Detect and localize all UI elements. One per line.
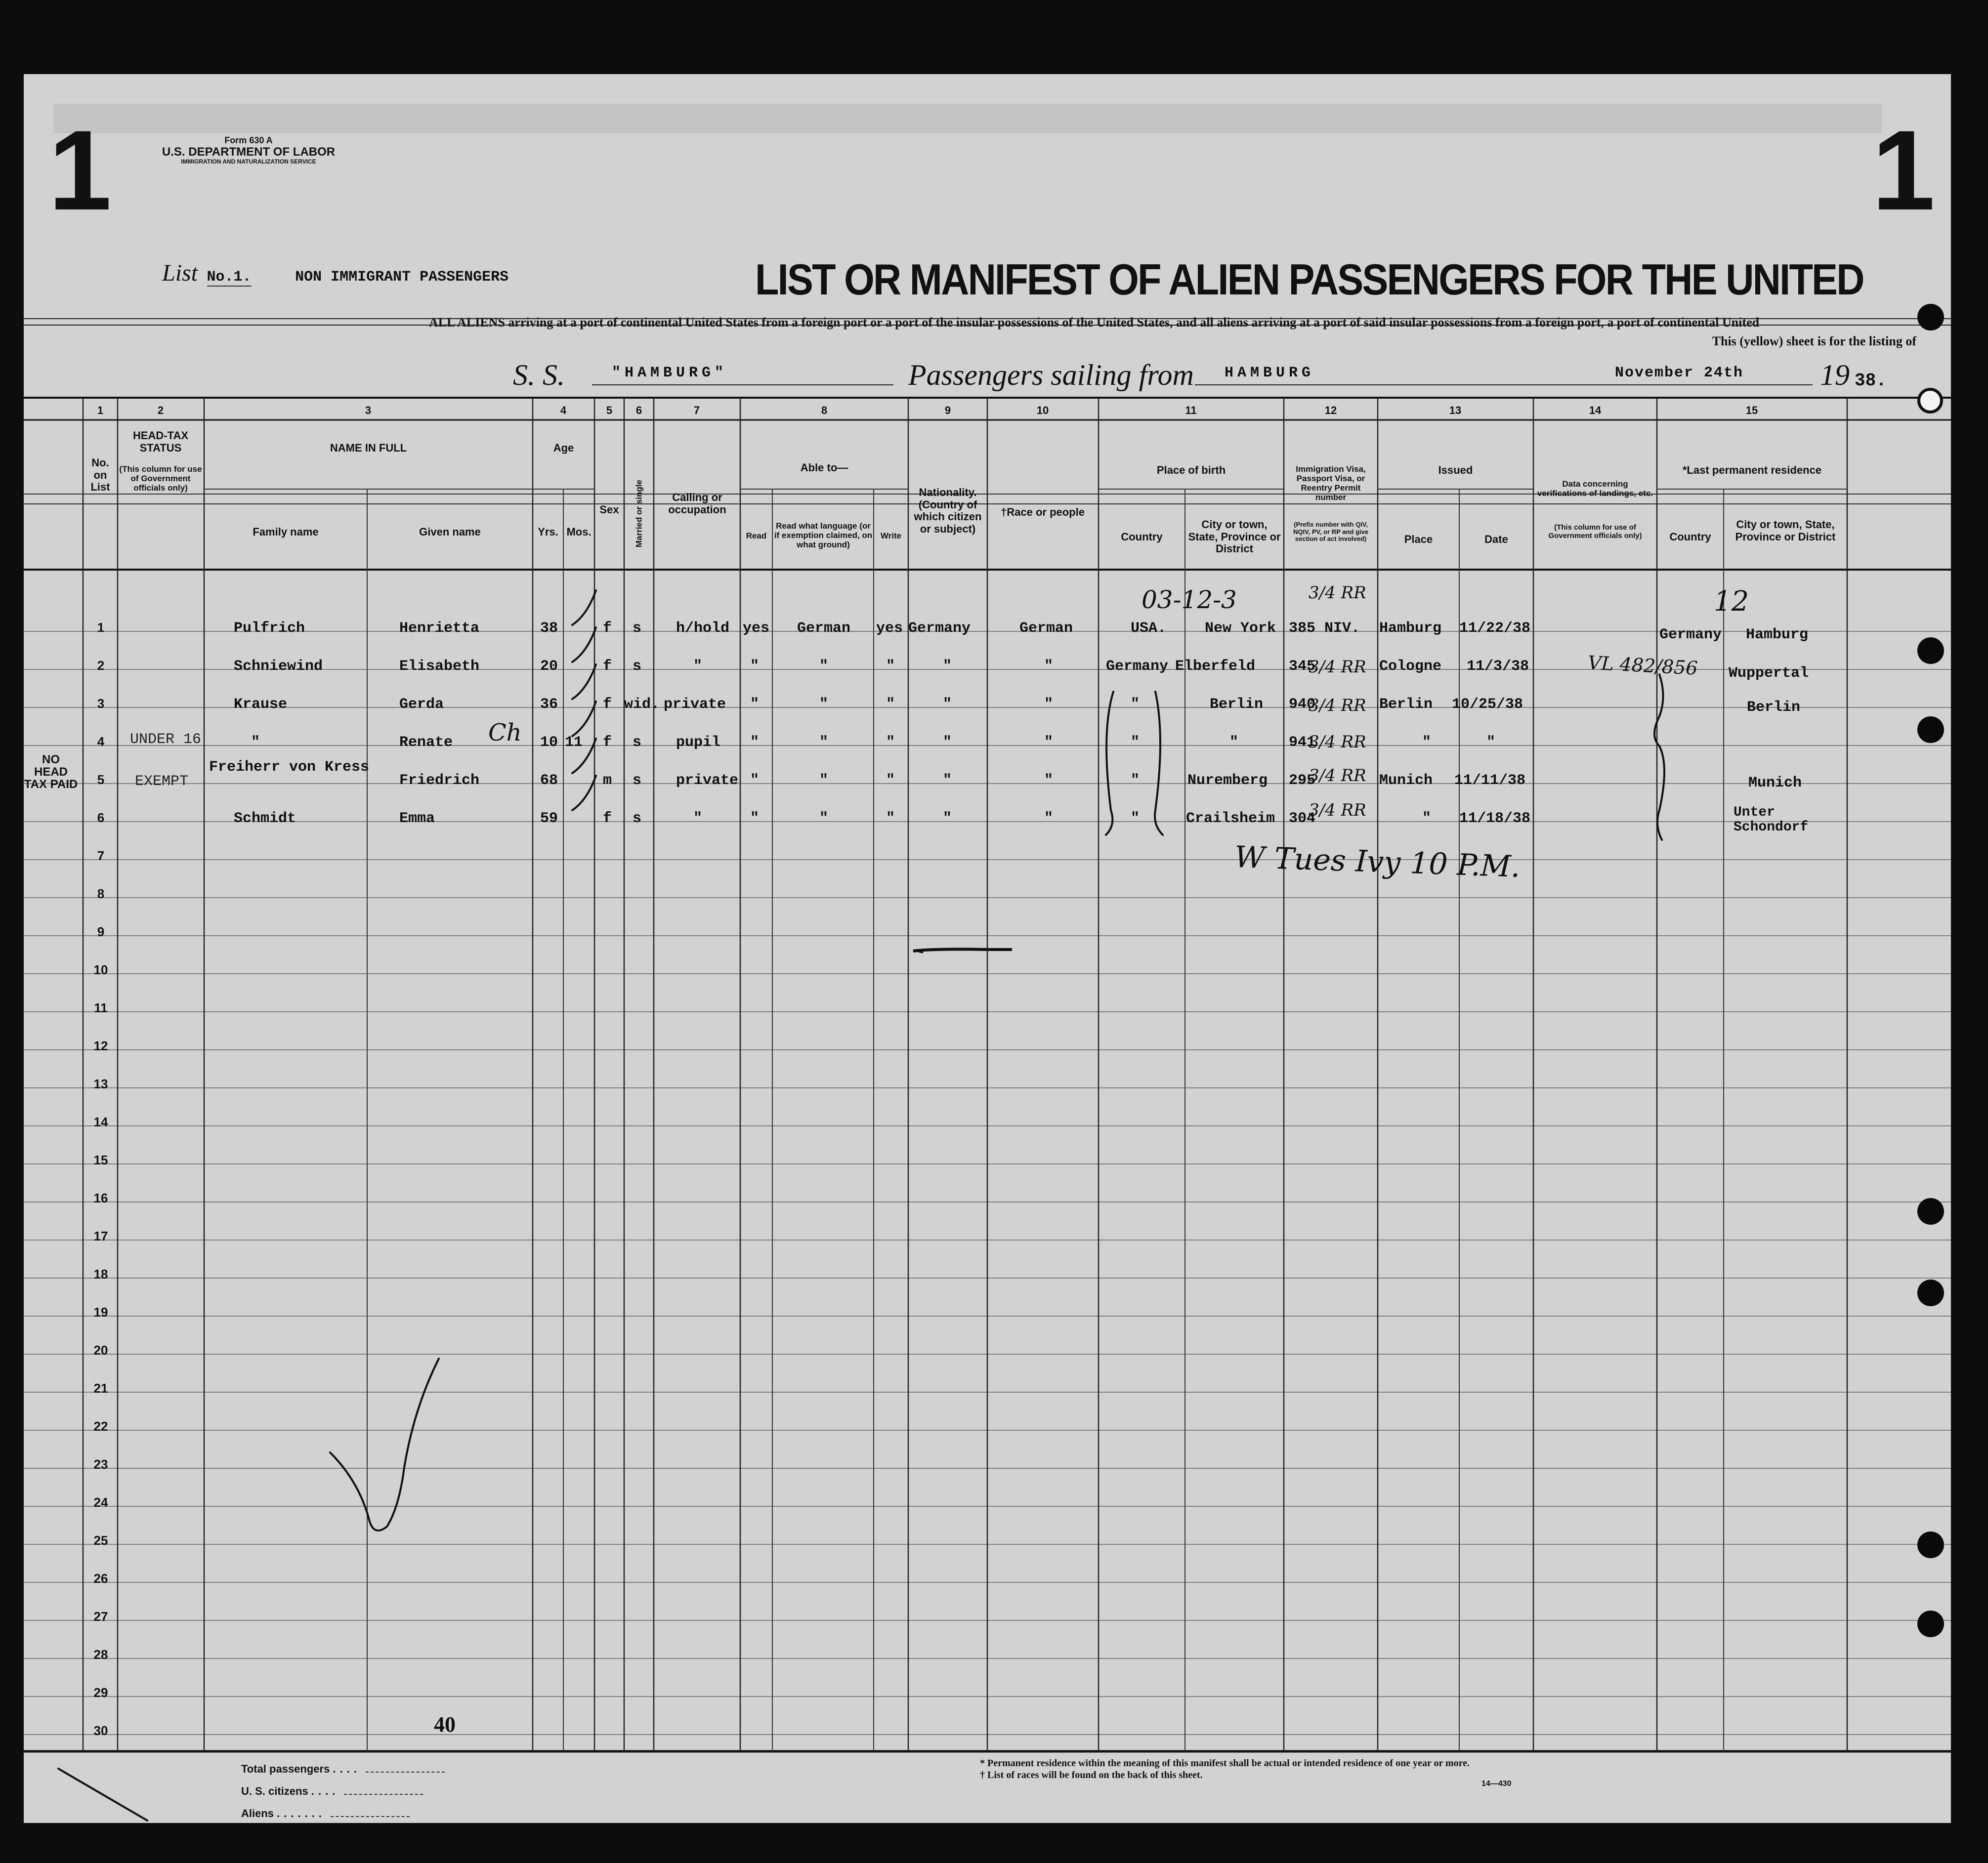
binder-hole: [1917, 1198, 1944, 1225]
col-num-10: 10: [1036, 404, 1049, 416]
residence-city: Munich: [1748, 775, 1802, 791]
row-number: 24: [93, 1495, 108, 1510]
sailing-date: November 24th: [1615, 365, 1744, 381]
birth-country: ": [1131, 772, 1140, 789]
occupation: h/hold: [676, 620, 730, 637]
col-num-13: 13: [1449, 404, 1462, 416]
header-birth-city: City or town, State, Province or District: [1188, 518, 1281, 555]
occupation: private: [664, 696, 726, 713]
row-number: 11: [94, 1000, 108, 1015]
row-number: 25: [93, 1533, 108, 1548]
ss-label: S. S.: [513, 359, 565, 391]
header-head-tax-note: (This column for use of Government officials only): [119, 464, 202, 493]
header-issued: Issued: [1438, 464, 1473, 476]
header-visa: Immigration Visa, Passport Visa, or Reentry Permit number: [1296, 464, 1366, 502]
list-line: [162, 259, 508, 287]
header-issued-place: Place: [1404, 533, 1433, 545]
binder-hole: [1917, 1611, 1944, 1637]
header-nationality: Nationality. (Country of which citizen or subject): [914, 486, 982, 535]
no-head-tax-paid-note: NO HEAD TAX PAID: [24, 753, 78, 791]
visa-mark: 3/4 RR: [1309, 657, 1366, 677]
can-write: ": [886, 658, 895, 675]
department-name: U.S. DEPARTMENT OF LABOR: [162, 145, 336, 159]
visa-number: 385 NIV.: [1289, 620, 1360, 637]
nationality: ": [943, 810, 952, 827]
can-write: ": [886, 810, 895, 827]
aliens-label: Aliens: [241, 1807, 274, 1820]
can-read: ": [750, 658, 760, 675]
header-visa-note: (Prefix number with QIV, NQIV, PV, or RP and give section of act involved): [1293, 521, 1368, 543]
header-no-on-list: No. on List: [90, 456, 110, 494]
birth-city: Berlin: [1210, 696, 1264, 713]
under16-stamp: UNDER 16: [130, 731, 202, 748]
can-write: ": [886, 734, 895, 751]
header-family-name: Family name: [253, 526, 319, 538]
header-race: †Race or people: [1001, 506, 1085, 518]
col-num-7: 7: [693, 404, 700, 416]
form-code: 14—430: [1481, 1780, 1512, 1788]
aliens-row: Aliens .......: [241, 1807, 410, 1820]
occupation: private: [676, 772, 739, 789]
col-num-11: 11: [1185, 404, 1197, 416]
row-number: 16: [93, 1191, 108, 1205]
sex: f: [603, 620, 612, 637]
nationality: ": [943, 772, 952, 789]
married-status: s: [633, 810, 642, 827]
issued-date: 10/25/38: [1452, 696, 1523, 713]
row-number: 7: [97, 848, 105, 863]
port-name: HAMBURG: [1225, 365, 1315, 381]
us-citizens-row: U. S. citizens ....: [241, 1785, 423, 1798]
birth-city: Elberfeld: [1175, 658, 1256, 675]
form-info: [135, 136, 362, 165]
handwritten-note: W Tues Ivy 10 P.M.: [1233, 839, 1521, 885]
issued-date: 11/22/38: [1459, 620, 1531, 637]
header-last-residence: *Last permanent residence: [1682, 464, 1822, 476]
header-sex: Sex: [599, 503, 619, 516]
sex: f: [603, 658, 612, 675]
race: ": [1044, 734, 1054, 751]
race: ": [1044, 810, 1054, 827]
nationality: ": [943, 696, 952, 713]
issued-place: ": [1422, 734, 1432, 751]
col-num-6: 6: [635, 404, 642, 416]
issued-date: 11/18/38: [1459, 810, 1531, 827]
sheet-number-right: 1: [1872, 107, 1935, 234]
binder-hole: [1917, 1532, 1944, 1558]
visa-number: 295: [1289, 772, 1316, 789]
visa-mark: 3/4 RR: [1309, 766, 1366, 786]
nationality: Germany: [908, 620, 971, 637]
age-years: 59: [540, 810, 558, 827]
footnote-residence: * Permanent residence within the meaning of this manifest shall be actual or intended residence of one year or more.: [980, 1758, 1470, 1769]
residence-city: Unter Schondorf: [1734, 805, 1809, 835]
header-birth-country: Country: [1121, 531, 1163, 543]
row-number: 21: [93, 1381, 108, 1396]
read-language: ": [819, 658, 829, 675]
row-number: 17: [93, 1229, 108, 1243]
birth-country: ": [1131, 810, 1140, 827]
birth-city: New York: [1205, 620, 1276, 637]
nationality: ": [943, 734, 952, 751]
can-write: yes: [876, 620, 903, 637]
header-calling: Calling or occupation: [668, 491, 726, 516]
row-number: 14: [93, 1115, 108, 1129]
given-name: Emma: [399, 810, 435, 827]
family-name: Pulfrich: [234, 620, 305, 637]
binder-hole: [1917, 1280, 1944, 1306]
age-years: 38: [540, 620, 558, 637]
read-language: ": [819, 734, 829, 751]
occupation: ": [693, 810, 703, 827]
birth-country: ": [1131, 696, 1140, 713]
sex: f: [603, 696, 612, 713]
visa-number: 345: [1289, 658, 1316, 675]
form-number: Form 630 A: [224, 135, 273, 145]
row-number: 9: [97, 924, 105, 939]
row-number: 22: [93, 1419, 108, 1434]
col-num-4: 4: [560, 404, 567, 416]
col-num-8: 8: [821, 404, 828, 416]
header-data-note: (This column for use of Government officials only): [1548, 523, 1642, 540]
can-write: ": [886, 772, 895, 789]
family-name: Schmidt: [234, 810, 296, 827]
visa-number: 940: [1289, 696, 1316, 713]
can-read: ": [750, 810, 760, 827]
age-years: 10: [540, 734, 558, 751]
read-language: German: [797, 620, 851, 637]
visa-mark: 3/4 RR: [1309, 800, 1366, 820]
nationality: ": [943, 658, 952, 675]
row-number: 28: [93, 1647, 108, 1662]
col-num-12: 12: [1324, 404, 1337, 416]
row-number: 26: [93, 1571, 108, 1586]
can-write: ": [886, 696, 895, 713]
ruled-grid: [24, 74, 1951, 1823]
manifest-subtitle: ALL ALIENS arriving at a port of continental United States from a foreign port or a port of the insular possessions of the United States, and all aliens arriving at a port of said insular possessions from a foreign port, a port of continental United: [429, 315, 1760, 330]
given-name: Elisabeth: [399, 658, 480, 675]
can-read: ": [750, 696, 760, 713]
family-name: Krause: [234, 696, 288, 713]
occupation: ": [693, 658, 703, 675]
issued-place: Cologne: [1379, 658, 1442, 675]
manifest-subtitle-2: This (yellow) sheet is for the listing of: [1712, 334, 1916, 348]
row-number: 3: [97, 696, 105, 711]
family-name: Freiherr von Kress: [209, 759, 370, 776]
given-name: Renate: [399, 734, 453, 751]
row-number: 23: [93, 1457, 108, 1472]
header-head-tax: HEAD-TAX STATUS: [132, 429, 189, 454]
residence-city: Wuppertal: [1729, 665, 1809, 682]
header-res-country: Country: [1669, 531, 1711, 543]
col-num-3: 3: [365, 404, 372, 416]
race: German: [1019, 620, 1073, 637]
col-num-15: 15: [1745, 404, 1758, 416]
visa-number: 941: [1289, 734, 1316, 751]
header-age: Age: [553, 442, 574, 454]
row-number: 20: [93, 1343, 108, 1358]
binder-hole: [1917, 304, 1944, 331]
family-name: ": [251, 734, 260, 751]
header-issued-date: Date: [1484, 533, 1508, 545]
residence-country: Germany: [1659, 626, 1722, 643]
issued-place: Hamburg: [1379, 620, 1442, 637]
header-mos: Mos.: [566, 526, 592, 538]
can-read: ": [750, 734, 760, 751]
header-read: Read: [746, 531, 767, 540]
header-married: Married or single: [634, 480, 644, 548]
row-number: 5: [97, 772, 105, 787]
row-number: 15: [93, 1153, 108, 1167]
issued-date: 11/3/38: [1467, 658, 1529, 675]
race: ": [1044, 658, 1054, 675]
sheet-number-left: 1: [48, 107, 112, 234]
issued-place: Berlin: [1379, 696, 1433, 713]
footnote-races: † List of races will be found on the back of this sheet.: [980, 1770, 1203, 1780]
age-years: 36: [540, 696, 558, 713]
residence-city: Berlin: [1747, 699, 1801, 716]
birth-city: Crailsheim: [1186, 810, 1275, 827]
us-citizens-label: U. S. citizens: [241, 1785, 308, 1797]
manifest-title: LIST OR MANIFEST OF ALIEN PASSENGERS FOR THE UNITED: [755, 255, 1863, 304]
married-status: s: [633, 658, 642, 675]
birth-country: Germany: [1106, 658, 1169, 675]
given-name: Henrietta: [399, 620, 480, 637]
row-number: 27: [93, 1609, 108, 1624]
married-status: s: [633, 620, 642, 637]
col-num-9: 9: [944, 404, 951, 416]
birth-city: Nuremberg: [1187, 772, 1268, 789]
row-number: 13: [93, 1076, 108, 1091]
binder-hole: [1917, 637, 1944, 664]
row-number: 8: [97, 886, 105, 901]
issued-place: ": [1422, 810, 1432, 827]
row-number: 2: [97, 658, 105, 673]
read-language: ": [819, 810, 829, 827]
residence-mark: 12: [1714, 585, 1749, 618]
header-place-of-birth: Place of birth: [1156, 464, 1226, 476]
given-name: Friedrich: [399, 772, 480, 789]
header-data-concerning: Data concerning verifications of landings, etc.: [1537, 479, 1653, 498]
port-underline: [1195, 384, 1556, 385]
issued-date: 11/11/38: [1454, 772, 1526, 789]
visa-mark: 3/4 RR: [1309, 696, 1366, 715]
occupation: pupil: [676, 734, 721, 751]
visa-number: 304: [1289, 810, 1316, 827]
total-passengers-label: Total passengers: [241, 1763, 330, 1775]
binder-hole: [1917, 716, 1944, 743]
exempt-stamp: EXEMPT: [135, 773, 189, 790]
row-number: 18: [93, 1267, 108, 1282]
visa-code-note: VL 482/856: [1587, 652, 1698, 679]
visa-mark: 3/4 RR: [1309, 583, 1366, 603]
row-number: 10: [93, 962, 108, 977]
issued-place: Munich: [1379, 772, 1433, 789]
row-number: 12: [93, 1038, 108, 1053]
year-suffix: 38.: [1855, 371, 1887, 391]
binder-hole: [1917, 388, 1943, 414]
sex: m: [603, 772, 612, 789]
page-count: 40: [434, 1712, 456, 1737]
list-number: No.1.: [207, 269, 252, 286]
sailing-label: Passengers sailing from: [908, 359, 1194, 391]
age-years: 68: [540, 772, 558, 789]
sex: f: [603, 734, 612, 751]
birth-country: USA.: [1131, 620, 1167, 637]
service-name: IMMIGRATION AND NATURALIZATION SERVICE: [181, 158, 316, 166]
married-status: wid.: [624, 696, 660, 713]
residence-city: Hamburg: [1746, 626, 1809, 643]
list-label: List: [162, 260, 198, 286]
can-read: yes: [743, 620, 770, 637]
date-underline: [1556, 384, 1813, 385]
issued-date: ": [1486, 734, 1496, 751]
header-yrs: Yrs.: [538, 526, 558, 538]
header-given-name: Given name: [419, 526, 481, 538]
row-number: 29: [93, 1685, 108, 1700]
header-res-city: City or town, State, Province or District: [1735, 518, 1836, 543]
race: ": [1044, 696, 1054, 713]
married-status: s: [633, 772, 642, 789]
col-num-14: 14: [1589, 404, 1602, 416]
list-type: NON IMMIGRANT PASSENGERS: [295, 269, 509, 286]
header-able-to: Able to—: [800, 461, 848, 474]
row-number: 30: [93, 1723, 108, 1738]
header-read-language: Read what language (or if exemption claimed, on what ground): [774, 521, 873, 550]
birth-city: ": [1229, 734, 1239, 751]
row-number: 4: [97, 734, 105, 749]
col-num-5: 5: [606, 404, 613, 416]
sex: f: [603, 810, 612, 827]
row-number: 19: [93, 1305, 108, 1320]
header-name-in-full: NAME IN FULL: [330, 442, 407, 454]
race: ": [1044, 772, 1054, 789]
given-name: Gerda: [399, 696, 444, 713]
read-language: ": [819, 696, 829, 713]
header-write: Write: [880, 531, 902, 540]
ship-name-underline: [592, 384, 893, 385]
family-name: Schniewind: [234, 658, 323, 675]
year-prefix: 19: [1820, 359, 1850, 391]
col-num-2: 2: [157, 404, 164, 416]
ship-name: "HAMBURG": [612, 365, 728, 381]
col-num-1: 1: [97, 404, 104, 416]
birth-code-note: 03-12-3: [1142, 585, 1237, 614]
visa-mark: 3/4 RR: [1309, 732, 1366, 752]
can-read: ": [750, 772, 760, 789]
birth-country: ": [1131, 734, 1140, 751]
row-number: 1: [97, 620, 105, 635]
read-language: ": [819, 772, 829, 789]
age-years: 20: [540, 658, 558, 675]
child-mark: Ch: [488, 719, 522, 746]
row-number: 6: [97, 810, 105, 825]
total-passengers-row: Total passengers ....: [241, 1763, 445, 1776]
age-months: 11: [565, 734, 583, 751]
manifest-sheet: [24, 74, 1951, 1823]
top-strip: [53, 104, 1882, 133]
married-status: s: [633, 734, 642, 751]
